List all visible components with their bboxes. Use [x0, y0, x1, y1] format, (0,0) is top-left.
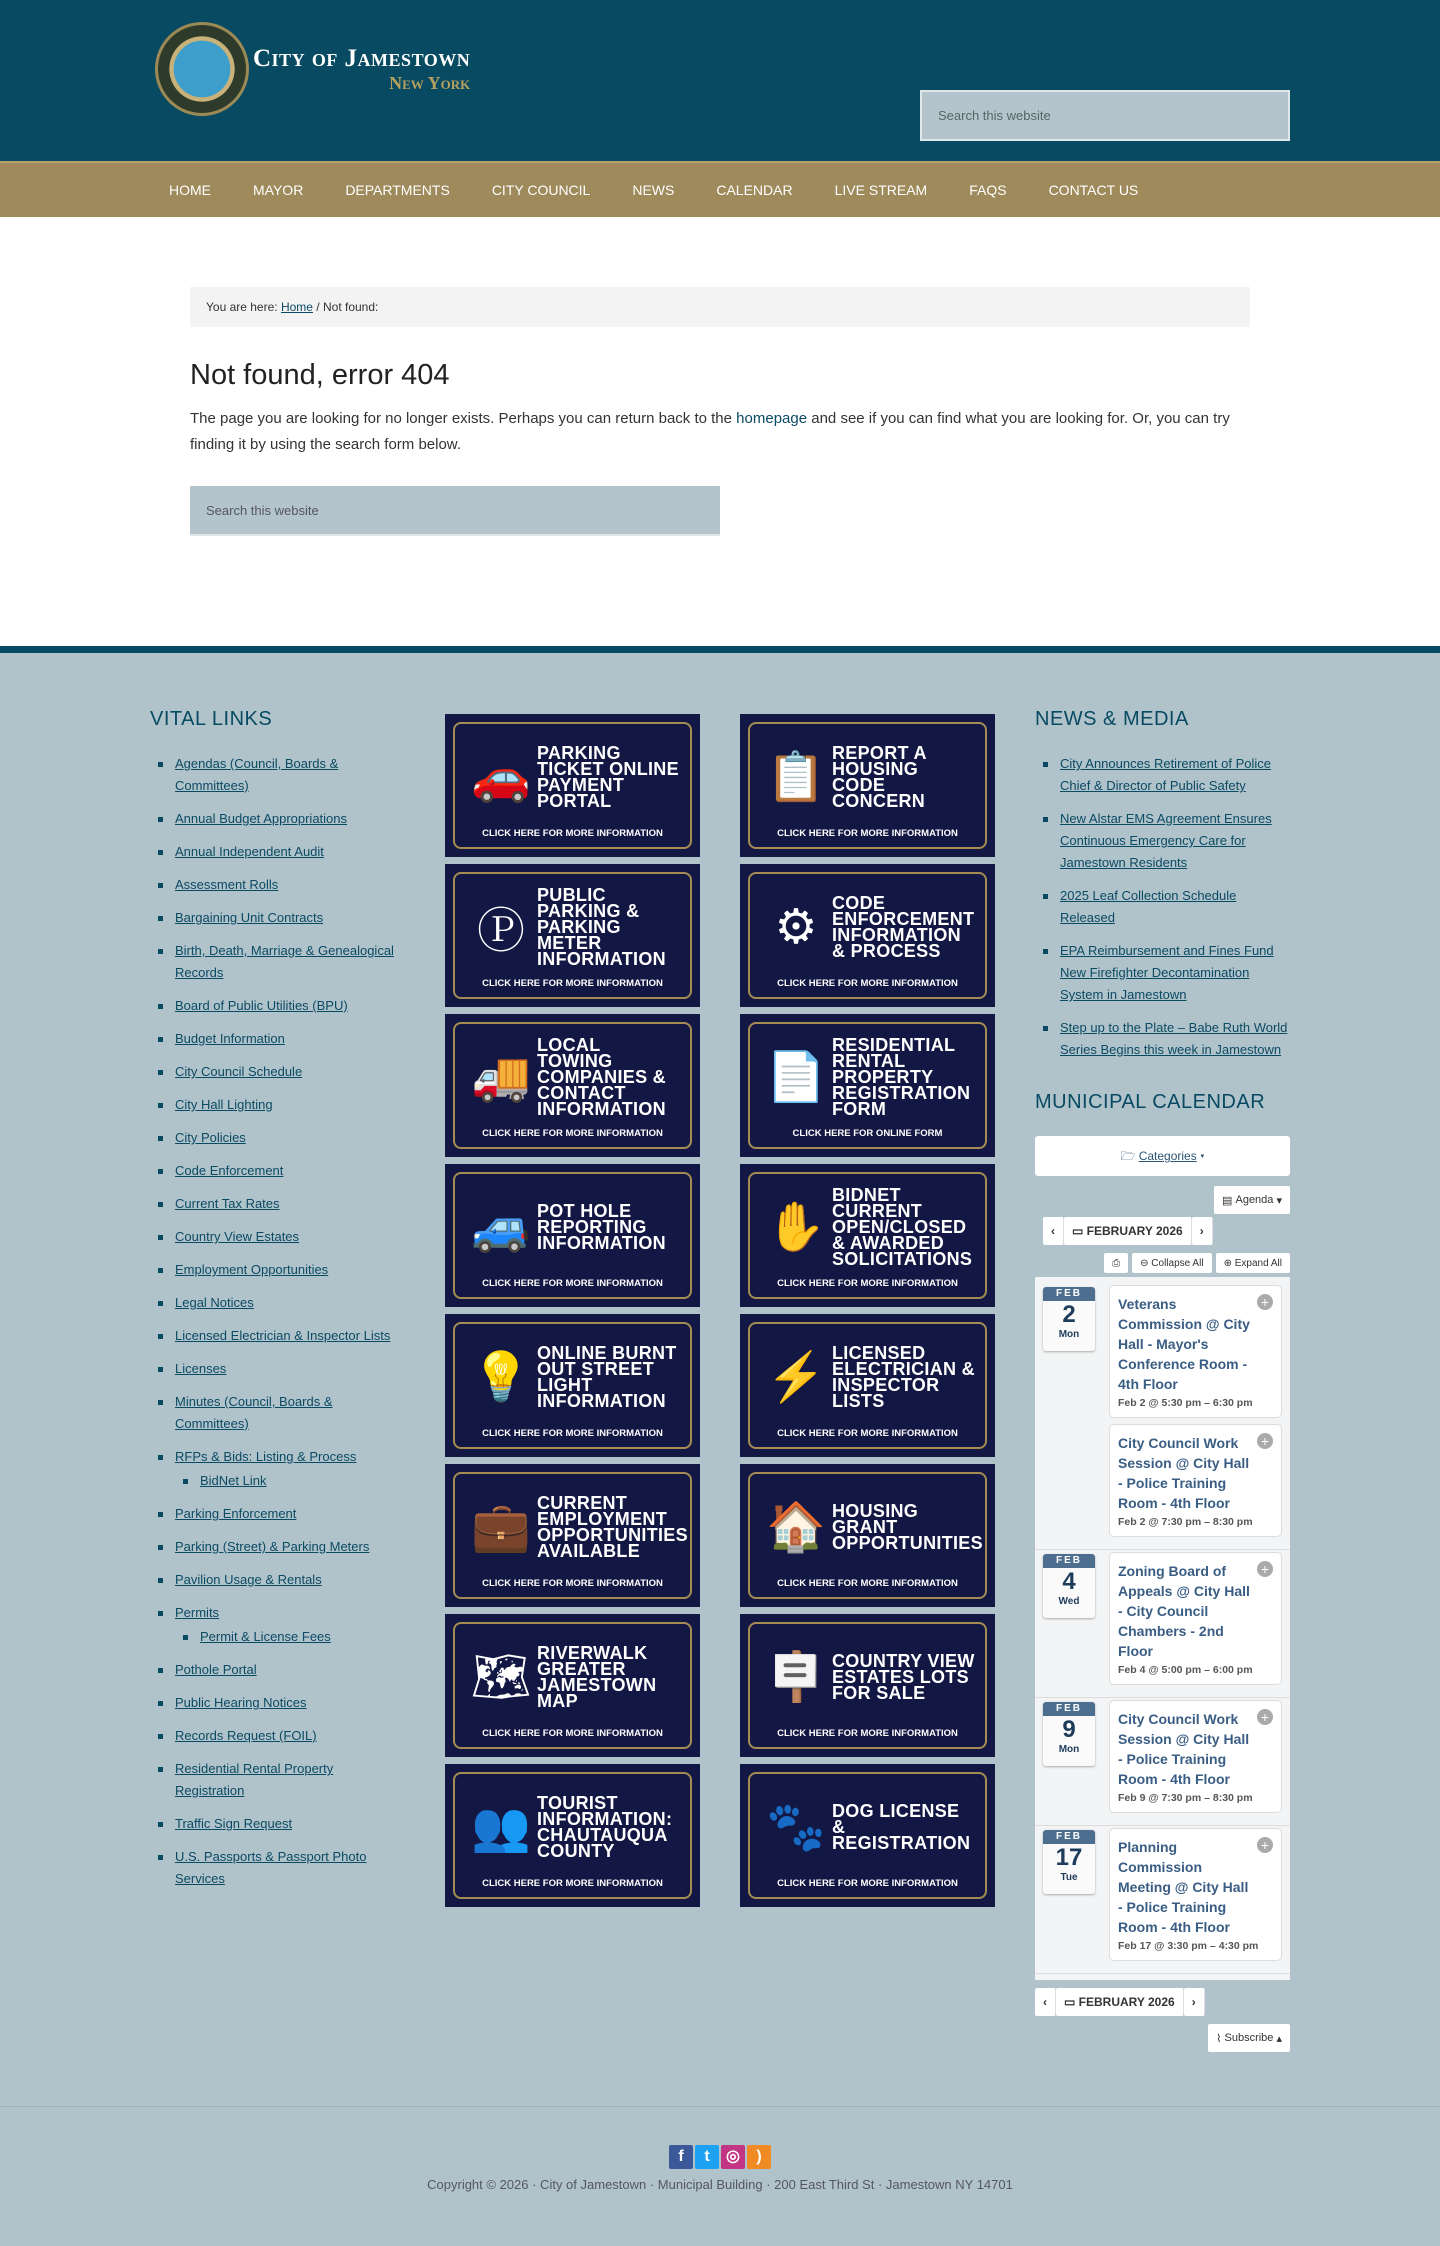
month-nav-bottom: [1035, 1988, 1290, 2016]
news-title: NEWS & MEDIA: [1035, 708, 1189, 730]
breadcrumb: [190, 287, 1250, 327]
map-icon: 🗺: [470, 1651, 532, 1704]
street-light-icon: 💡: [471, 1351, 531, 1404]
tile-cta: CLICK HERE FOR MORE INFORMATION: [482, 828, 663, 839]
month-picker[interactable]: [1064, 1217, 1192, 1245]
tile-frame: [453, 872, 692, 999]
folder-icon: 🗁: [1120, 1149, 1139, 1163]
info-tile[interactable]: [445, 1314, 700, 1457]
error-message: [190, 406, 1250, 458]
day-events: [1109, 1285, 1282, 1543]
tile-cta: CLICK HERE FOR MORE INFORMATION: [777, 1428, 958, 1439]
vital-link[interactable]: Employment Opportunities: [175, 1262, 329, 1277]
tile-text: LICENSED ELECTRICIAN & INSPECTOR LISTS: [832, 1342, 975, 1411]
event-time: Feb 17 @ 3:30 pm – 4:30 pm: [1118, 1940, 1259, 1952]
nav-item-calendar[interactable]: CALENDAR: [716, 182, 793, 198]
list-item: [150, 1846, 405, 1890]
list-item: [150, 1813, 405, 1835]
breadcrumb-prefix: You are here:: [206, 300, 281, 314]
tile-text: RESIDENTIAL RENTAL PROPERTY REGISTRATION FORM: [832, 1034, 971, 1119]
calendar-title: MUNICIPAL CALENDAR: [1035, 1091, 1266, 1113]
list-item: [150, 1358, 405, 1380]
tile-text: LOCAL TOWING COMPANIES & CONTACT INFORMATION: [537, 1034, 666, 1119]
tile-frame: [748, 1772, 987, 1899]
breadcrumb-current: Not found:: [322, 300, 379, 314]
vital-link[interactable]: Licensed Electrician & Inspector Lists: [175, 1328, 391, 1343]
tile-cta: CLICK HERE FOR MORE INFORMATION: [777, 1278, 958, 1289]
list-item: [150, 907, 405, 929]
collapse-all-button[interactable]: ⊖ Collapse All: [1132, 1253, 1211, 1273]
date-badge: [1043, 1830, 1095, 1894]
info-tile[interactable]: [445, 864, 700, 1007]
month-nav-top: [1043, 1217, 1290, 1245]
nav-item-faqs[interactable]: FAQS: [969, 182, 1007, 198]
view-label: Agenda: [1235, 1194, 1274, 1206]
tile-text: TOURIST INFORMATION: CHAUTAUQUA COUNTY: [537, 1792, 673, 1861]
list-item: [150, 1446, 405, 1492]
instagram-icon[interactable]: ◎: [721, 2145, 745, 2169]
prev-month-button[interactable]: ‹: [1043, 1217, 1064, 1245]
agenda-day: [1035, 1826, 1290, 1974]
list-item: [150, 1758, 405, 1802]
vital-link[interactable]: Annual Independent Audit: [175, 844, 324, 859]
info-tile[interactable]: [445, 1164, 700, 1307]
electrician-icon: ⚡: [766, 1351, 826, 1404]
job-icon: 💼: [471, 1501, 531, 1554]
process-flow-icon: ⚙: [774, 900, 818, 954]
page-search-input[interactable]: Search this website: [190, 486, 720, 536]
list-item: [150, 1028, 405, 1050]
info-tile[interactable]: [740, 1464, 995, 1607]
list-item: [150, 1193, 405, 1215]
rss-icon[interactable]: ): [747, 2145, 771, 2169]
list-item: [150, 753, 405, 797]
info-tile[interactable]: [445, 1464, 700, 1607]
vital-sublink[interactable]: BidNet Link: [200, 1473, 267, 1488]
vital-link[interactable]: Minutes (Council, Boards & Committees): [175, 1394, 333, 1431]
nav-item-city-council[interactable]: CITY COUNCIL: [491, 182, 591, 198]
expand-icon[interactable]: +: [1257, 1561, 1273, 1577]
tile-text: ONLINE BURNT OUT STREET LIGHT INFORMATION: [537, 1342, 677, 1411]
date-badge: [1043, 1287, 1095, 1351]
tile-cta: CLICK HERE FOR ONLINE FORM: [792, 1128, 943, 1139]
date-badge: [1043, 1554, 1095, 1618]
info-tile[interactable]: [740, 864, 995, 1007]
news-link[interactable]: 2025 Leaf Collection Schedule Released: [1060, 888, 1237, 925]
parking-pin-icon: Ⓟ: [476, 905, 525, 958]
list-item: [150, 1061, 405, 1083]
tile-cta: CLICK HERE FOR MORE INFORMATION: [482, 1578, 663, 1589]
vital-sublink[interactable]: Permit & License Fees: [200, 1629, 331, 1644]
list-item: [150, 1659, 405, 1681]
day-events: [1109, 1700, 1282, 1819]
tile-text: PARKING TICKET ONLINE PAYMENT PORTAL: [537, 742, 679, 811]
list-item: [150, 1725, 405, 1747]
tile-cta: CLICK HERE FOR MORE INFORMATION: [482, 1878, 663, 1889]
vital-link[interactable]: City Council Schedule: [175, 1064, 303, 1079]
vital-link[interactable]: Birth, Death, Marriage & Genealogical Records: [175, 943, 394, 980]
tile-cta: CLICK HERE FOR MORE INFORMATION: [482, 1278, 663, 1289]
vital-link[interactable]: Pavilion Usage & Rentals: [175, 1572, 322, 1587]
vital-link[interactable]: Code Enforcement: [175, 1163, 284, 1178]
list-item: [150, 1503, 405, 1525]
event-card[interactable]: [1109, 1828, 1282, 1961]
list-item: [150, 1226, 405, 1248]
vital-link[interactable]: Country View Estates: [175, 1229, 300, 1244]
tile-cta: CLICK HERE FOR MORE INFORMATION: [482, 1428, 663, 1439]
event-card[interactable]: [1109, 1285, 1282, 1418]
event-time: Feb 4 @ 5:00 pm – 6:00 pm: [1118, 1664, 1253, 1676]
tile-text: CURRENT EMPLOYMENT OPPORTUNITIES AVAILABLE: [537, 1492, 688, 1561]
list-item: [150, 1569, 405, 1591]
tile-text: BIDNET CURRENT OPEN/CLOSED & AWARDED SOLICITATIONS: [832, 1184, 973, 1269]
sub-list: [175, 1470, 405, 1492]
documents-icon: 📄: [766, 1051, 826, 1104]
complaint-clipboard-icon: 📋: [766, 751, 826, 804]
homepage-link[interactable]: homepage: [736, 410, 808, 427]
list-item: [150, 1160, 405, 1182]
tile-cta: CLICK HERE FOR MORE INFORMATION: [777, 828, 958, 839]
expand-label: Expand All: [1234, 1257, 1282, 1269]
vital-link[interactable]: Permits: [175, 1605, 220, 1620]
rss-icon: ⌇: [1216, 2032, 1225, 2045]
message-text: and see if you can find what you are looking for. Or, you can try finding it by using the search form below.: [190, 410, 1230, 453]
date-d: 2: [1062, 1301, 1076, 1328]
list-item: [150, 995, 405, 1017]
info-tile[interactable]: [740, 714, 995, 857]
twitter-icon[interactable]: t: [695, 2145, 719, 2169]
page-title: Not found, error 404: [190, 359, 450, 391]
date-m: FEB: [1043, 1830, 1095, 1844]
nav-item-departments[interactable]: DEPARTMENTS: [345, 182, 450, 198]
vital-link[interactable]: Parking Enforcement: [175, 1506, 297, 1521]
event-agenda: [1035, 1277, 1290, 1980]
nav-item-live-stream[interactable]: LIVE STREAM: [834, 182, 928, 198]
tile-text: REPORT A HOUSING CODE CONCERN: [832, 742, 927, 811]
social-links: [669, 2145, 771, 2169]
breadcrumb-sep: /: [312, 300, 323, 314]
tile-cta: CLICK HERE FOR MORE INFORMATION: [777, 978, 958, 989]
info-tile[interactable]: [740, 1014, 995, 1157]
facebook-icon[interactable]: f: [669, 2145, 693, 2169]
site-title: City of Jamestown: [253, 44, 471, 72]
date-w: Wed: [1058, 1596, 1080, 1607]
vital-link[interactable]: Legal Notices: [175, 1295, 254, 1310]
expand-icon[interactable]: +: [1257, 1433, 1273, 1449]
subscribe-label: Subscribe: [1224, 2032, 1274, 2044]
footer-widgets: [0, 646, 1440, 2106]
list-item: [150, 841, 405, 863]
event-card[interactable]: [1109, 1552, 1282, 1685]
tourist-icon: 👥: [471, 1801, 531, 1854]
info-tile[interactable]: [740, 1164, 995, 1307]
collapse-label: Collapse All: [1151, 1257, 1204, 1269]
vital-link[interactable]: RFPs & Bids: Listing & Process: [175, 1449, 357, 1464]
tile-frame: [453, 1022, 692, 1149]
vital-link[interactable]: Records Request (FOIL): [175, 1728, 317, 1743]
list-item: [150, 940, 405, 984]
tile-frame: [748, 1172, 987, 1299]
news-list: [1035, 753, 1290, 1061]
vital-link[interactable]: Pothole Portal: [175, 1662, 257, 1677]
breadcrumb-home[interactable]: Home: [280, 300, 313, 314]
prev-month-button[interactable]: ‹: [1035, 1988, 1056, 2016]
vital-links-title: VITAL LINKS: [150, 708, 273, 730]
list-item: [1035, 885, 1290, 929]
vital-link[interactable]: Traffic Sign Request: [175, 1816, 293, 1831]
site-header: [0, 0, 1440, 161]
list-item: [150, 1094, 405, 1116]
tile-frame: [748, 872, 987, 999]
vital-link[interactable]: U.S. Passports & Passport Photo Services: [175, 1849, 367, 1886]
expand-icon[interactable]: +: [1257, 1294, 1273, 1310]
event-title[interactable]: Planning Commission Meeting @ City Hall - Police Training Room - 4th Floor: [1118, 1839, 1249, 1935]
list-item: [175, 1470, 405, 1492]
car-parking-icon: 🚗: [471, 751, 531, 804]
agenda-day: [1035, 1698, 1290, 1826]
vital-link[interactable]: City Policies: [175, 1130, 246, 1145]
tile-frame: [453, 1772, 692, 1899]
tile-frame: [748, 1322, 987, 1449]
expand-icon[interactable]: +: [1257, 1709, 1273, 1725]
list-item: [1035, 808, 1290, 874]
categories-label: Categories: [1138, 1149, 1197, 1163]
tile-frame: [453, 722, 692, 849]
nav-item-mayor[interactable]: MAYOR: [253, 182, 304, 198]
tile-cta: CLICK HERE FOR MORE INFORMATION: [482, 1128, 663, 1139]
message-text: The page you are looking for no longer exists. Perhaps you can return back to the: [190, 410, 737, 427]
list-item: [150, 1602, 405, 1648]
info-tile[interactable]: [445, 714, 700, 857]
tile-cta: CLICK HERE FOR MORE INFORMATION: [777, 1728, 958, 1739]
list-item: [175, 1626, 405, 1648]
list-item: [150, 1292, 405, 1314]
agenda-day: [1035, 1283, 1290, 1550]
event-card[interactable]: [1109, 1700, 1282, 1813]
view-dropdown[interactable]: ▤ Agenda ▾: [1214, 1186, 1290, 1214]
list-item: [150, 1259, 405, 1281]
for-sale-sign-icon: 🪧: [766, 1651, 826, 1704]
print-button[interactable]: [1104, 1253, 1128, 1273]
tile-frame: [748, 722, 987, 849]
nav-item-contact-us[interactable]: CONTACT US: [1048, 182, 1139, 198]
tile-text: CODE ENFORCEMENT INFORMATION & PROCESS: [832, 892, 975, 961]
vital-link[interactable]: Budget Information: [175, 1031, 285, 1046]
event-title[interactable]: Zoning Board of Appeals @ City Hall - City Council Chambers - 2nd Floor: [1118, 1563, 1250, 1659]
tile-frame: [453, 1322, 692, 1449]
date-m: FEB: [1043, 1554, 1095, 1568]
tile-cta: CLICK HERE FOR MORE INFORMATION: [777, 1878, 958, 1889]
date-m: FEB: [1043, 1702, 1095, 1716]
pothole-car-icon: 🚙: [471, 1201, 531, 1254]
print-icon: ⎙: [1112, 1257, 1121, 1269]
header-search-input[interactable]: Search this website: [920, 90, 1290, 141]
news-link[interactable]: New Alstar EMS Agreement Ensures Continuous Emergency Care for Jamestown Residents: [1060, 811, 1272, 870]
subscribe-button[interactable]: ⌇ Subscribe ▴: [1208, 2024, 1290, 2052]
event-time: Feb 2 @ 7:30 pm – 8:30 pm: [1118, 1516, 1253, 1528]
list-item: [1035, 1017, 1290, 1061]
tile-text: RIVERWALK GREATER JAMESTOWN MAP: [537, 1642, 657, 1711]
vital-link[interactable]: Current Tax Rates: [175, 1196, 280, 1211]
event-title[interactable]: Veterans Commission @ City Hall - Mayor's Conference Room - 4th Floor: [1118, 1296, 1250, 1392]
tiles-right: [740, 714, 995, 2106]
info-tile[interactable]: [740, 1314, 995, 1457]
tile-text: HOUSING GRANT OPPORTUNITIES: [832, 1500, 983, 1553]
tile-cta: CLICK HERE FOR MORE INFORMATION: [482, 978, 663, 989]
main-content: [0, 217, 1440, 646]
date-d: 9: [1062, 1716, 1076, 1743]
tiles-left: [445, 714, 700, 2106]
list-item: [1035, 940, 1290, 1006]
list-item: [150, 808, 405, 830]
event-time: Feb 9 @ 7:30 pm – 8:30 pm: [1118, 1792, 1253, 1804]
vital-link[interactable]: Board of Public Utilities (BPU): [175, 998, 348, 1013]
tile-text: PUBLIC PARKING & PARKING METER INFORMATION: [537, 884, 666, 969]
tile-frame: [453, 1172, 692, 1299]
date-w: Mon: [1058, 1744, 1080, 1755]
day-events: [1109, 1828, 1282, 1967]
info-tile[interactable]: [445, 1014, 700, 1157]
event-title[interactable]: City Council Work Session @ City Hall - Police Training Room - 4th Floor: [1118, 1711, 1250, 1787]
list-item: [1035, 753, 1290, 797]
vital-link[interactable]: Agendas (Council, Boards & Committees): [175, 756, 339, 793]
tow-truck-icon: 🚚: [471, 1051, 531, 1104]
tile-text: POT HOLE REPORTING INFORMATION: [537, 1200, 666, 1253]
sub-list: [175, 1626, 405, 1648]
tile-frame: [748, 1622, 987, 1749]
news-link[interactable]: City Announces Retirement of Police Chief & Director of Public Safety: [1060, 756, 1271, 793]
tile-frame: [453, 1622, 692, 1749]
day-events: [1109, 1552, 1282, 1691]
calendar-icon: ▭: [1072, 1224, 1087, 1238]
next-month-button[interactable]: ›: [1184, 1988, 1205, 2016]
city-seal-icon: [155, 22, 249, 116]
tile-text: COUNTRY VIEW ESTATES LOTS FOR SALE: [832, 1650, 975, 1703]
month-label: FEBRUARY 2026: [1086, 1224, 1183, 1238]
news-link[interactable]: EPA Reimbursement and Fines Fund New Firefighter Decontamination System in Jamestown: [1060, 943, 1274, 1002]
list-item: [150, 1391, 405, 1435]
list-item: [150, 1692, 405, 1714]
vital-link[interactable]: Licenses: [175, 1361, 227, 1376]
main-nav: [0, 161, 1440, 217]
paw-icon: 🐾: [766, 1801, 826, 1854]
copyright: Copyright © 2026 · City of Jamestown · Municipal Building · 200 East Third St · Jamestown NY 14701: [427, 2177, 1013, 2192]
list-icon: ▤: [1222, 1194, 1236, 1207]
calendar-icon: ▭: [1064, 1995, 1079, 2009]
bid-hand-icon: ✋: [766, 1201, 826, 1254]
expand-icon[interactable]: +: [1257, 1837, 1273, 1853]
house-icon: 🏠: [766, 1501, 826, 1554]
expand-all-button[interactable]: ⊕ Expand All: [1216, 1253, 1290, 1273]
list-item: [150, 874, 405, 896]
info-tile[interactable]: [445, 1764, 700, 1907]
tile-cta: CLICK HERE FOR MORE INFORMATION: [482, 1728, 663, 1739]
vital-link[interactable]: City Hall Lighting: [175, 1097, 273, 1112]
next-month-button[interactable]: ›: [1192, 1217, 1213, 1245]
date-badge: [1043, 1702, 1095, 1766]
date-m: FEB: [1043, 1287, 1095, 1301]
date-w: Tue: [1060, 1872, 1078, 1883]
event-title[interactable]: City Council Work Session @ City Hall - Police Training Room - 4th Floor: [1118, 1435, 1250, 1511]
list-item: [150, 1325, 405, 1347]
list-item: [150, 1127, 405, 1149]
tile-frame: [748, 1022, 987, 1149]
vital-link[interactable]: Public Hearing Notices: [175, 1695, 307, 1710]
info-tile[interactable]: [740, 1764, 995, 1907]
vital-link[interactable]: Bargaining Unit Contracts: [175, 910, 324, 925]
site-footer: [0, 2106, 1440, 2246]
tile-text: DOG LICENSE & REGISTRATION: [832, 1800, 971, 1853]
info-tile[interactable]: [740, 1614, 995, 1757]
site-subtitle: New York: [389, 72, 471, 93]
event-time: Feb 2 @ 5:30 pm – 6:30 pm: [1118, 1397, 1253, 1409]
site-logo[interactable]: [155, 22, 470, 116]
date-d: 17: [1055, 1844, 1083, 1871]
list-item: [150, 1536, 405, 1558]
vital-link[interactable]: Residential Rental Property Registration: [175, 1761, 334, 1798]
news-link[interactable]: Step up to the Plate – Babe Ruth World Series Begins this week in Jamestown: [1060, 1020, 1288, 1057]
vital-links-list: [150, 753, 405, 1890]
vital-link[interactable]: Annual Budget Appropriations: [175, 811, 348, 826]
event-card[interactable]: [1109, 1424, 1282, 1537]
date-d: 4: [1062, 1568, 1076, 1595]
vital-link[interactable]: Assessment Rolls: [175, 877, 279, 892]
categories-dropdown[interactable]: 🗁 Categories ▾: [1035, 1136, 1290, 1176]
tile-frame: [748, 1472, 987, 1599]
info-tile[interactable]: [445, 1614, 700, 1757]
vital-link[interactable]: Parking (Street) & Parking Meters: [175, 1539, 370, 1554]
date-w: Mon: [1058, 1329, 1080, 1340]
tile-frame: [453, 1472, 692, 1599]
agenda-day: [1035, 1550, 1290, 1698]
tile-cta: CLICK HERE FOR MORE INFORMATION: [777, 1578, 958, 1589]
month-picker[interactable]: [1056, 1988, 1184, 2016]
nav-item-home[interactable]: HOME: [169, 182, 211, 198]
month-label: FEBRUARY 2026: [1078, 1995, 1175, 2009]
nav-item-news[interactable]: NEWS: [632, 182, 675, 198]
